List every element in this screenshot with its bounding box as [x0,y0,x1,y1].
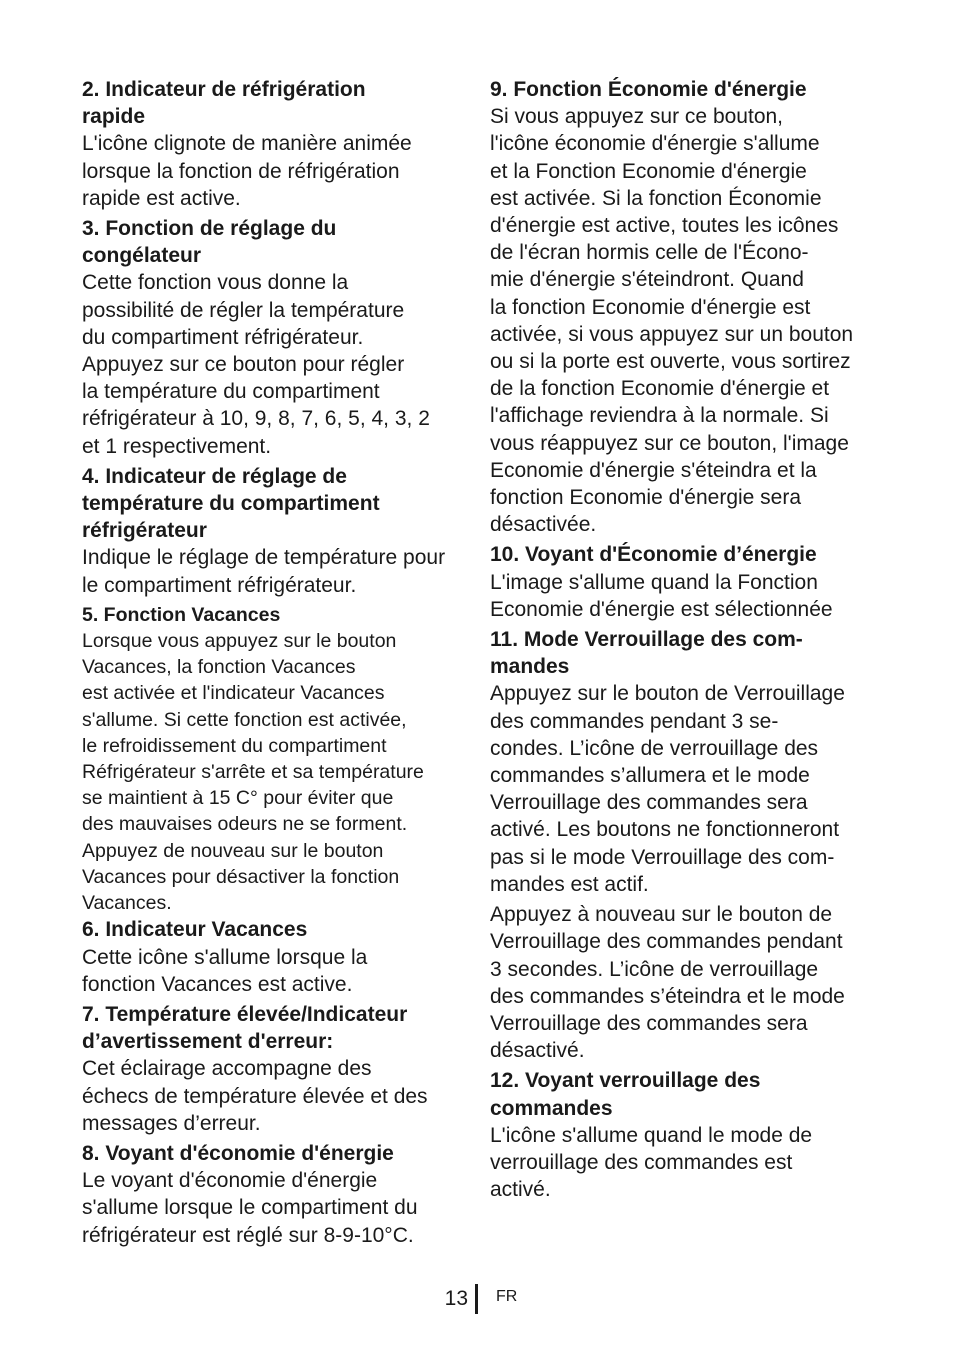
body-text: Vacances. [82,892,172,915]
body-text: l'icône économie d'énergie s'allume [490,132,820,156]
footer-divider [475,1284,478,1314]
section-heading: 5. Fonction Vacances [82,603,281,626]
section-heading: 3. Fonction de réglage du [82,217,337,241]
body-text: de la fonction Economie d'énergie et [490,377,830,401]
body-text: et 1 respectivement. [82,434,272,458]
body-text: Cette icône s'allume lorsque la [82,945,368,969]
section-quick-cooling-indicator [82,76,466,212]
body-text: rapide est active. [82,186,241,210]
body-text: désactivée. [490,513,597,537]
section-control-lock-mode [490,626,876,1064]
body-text: des mauvaises odeurs ne se forment. [82,813,408,836]
body-text: Appuyez sur le bouton de Verrouillage [490,682,845,706]
body-text: des commandes pendant 3 se- [490,709,779,733]
body-text: désactivé. [490,1039,585,1063]
body-text: la température du compartiment [82,380,380,404]
body-text: activé. Les boutons ne fonctionneront [490,818,840,842]
body-text: l'affichage reviendra à la normale. Si [490,404,829,428]
section-heading: 2. Indicateur de réfrigération [82,78,366,101]
body-text: Réfrigérateur s'arrête et sa température [82,761,424,784]
section-heading: congélateur [82,244,202,268]
body-text: Vacances pour désactiver la fonction [82,865,400,888]
body-text: du compartiment réfrigérateur. [82,325,364,349]
section-heading: mandes [490,655,570,679]
body-text: Verrouillage des commandes pendant [490,930,843,954]
body-text: le compartiment réfrigérateur. [82,573,357,597]
body-text: et la Fonction Economie d'énergie [490,159,807,183]
body-text: condes. L’icône de verrouillage des [490,736,819,760]
section-heading: 4. Indicateur de réglage de [82,464,347,488]
body-text: L'icône s'allume quand le mode de [490,1123,813,1147]
body-text: Economie d'énergie est sélectionnée [490,597,833,621]
section-heading: 9. Fonction Économie d'énergie [490,78,807,101]
section-fridge-temperature-indicator [82,463,466,599]
body-text: Appuyez de nouveau sur le bouton [82,839,384,862]
section-heading: température du compartiment [82,492,380,516]
body-text: Si vous appuyez sur ce bouton, [490,105,784,129]
page-footer [0,1282,954,1316]
section-high-temperature-error-indicator [82,1001,466,1137]
section-heading: 10. Voyant d'Économie d’énergie [490,543,817,567]
language-code: FR [496,1288,518,1305]
section-heading: 7. Température élevée/Indicateur [82,1002,408,1026]
body-text: Verrouillage des commandes sera [490,1011,808,1035]
body-text: s'allume. Si cette fonction est activée, [82,708,407,731]
section-vacation-indicator [82,916,466,998]
body-text: fonction Vacances est active. [82,972,353,996]
section-heading: rapide [82,105,146,129]
body-text: le refroidissement du compartiment [82,734,387,757]
body-text: Appuyez sur ce bouton pour régler [82,353,405,377]
body-text: fonction Economie d'énergie sera [490,486,802,510]
body-text: Lorsque vous appuyez sur le bouton [82,630,397,653]
section-heading: 12. Voyant verrouillage des [490,1069,761,1093]
right-column [490,76,876,1203]
body-text: mie d'énergie s'éteindront. Quand [490,268,804,292]
body-text: messages d’erreur. [82,1111,261,1135]
body-text: Cette fonction vous donne la [82,271,349,295]
section-heading: 8. Voyant d'économie d'énergie [82,1141,394,1165]
body-text: se maintient à 15 C° pour éviter que [82,787,394,810]
section-energy-saving-light [82,1140,466,1249]
body-text: Cet éclairage accompagne des [82,1057,372,1081]
body-text: Indique le réglage de température pour [82,546,446,570]
body-text: 3 secondes. L’icône de verrouillage [490,957,819,981]
section-freezer-setting-function [82,215,466,460]
body-text: est activée et l'indicateur Vacances [82,682,385,705]
body-text: lorsque la fonction de réfrigération [82,159,400,183]
section-energy-saving-function [490,76,876,538]
body-text: de l'écran hormis celle de l'Écono- [490,241,809,265]
section-vacation-function [82,602,466,916]
section-heading: 11. Mode Verrouillage des com- [490,628,803,652]
body-text: réfrigérateur est réglé sur 8-9-10°C. [82,1223,414,1247]
section-heading: d’avertissement d'erreur: [82,1030,334,1054]
body-text: possibilité de régler la température [82,298,405,322]
body-text: échecs de température élevée et des [82,1084,428,1108]
body-text: la fonction Economie d'énergie est [490,295,811,319]
section-heading: 6. Indicateur Vacances [82,918,308,942]
body-text: L'icône clignote de manière animée [82,132,412,156]
left-column [82,76,466,1249]
section-heading: commandes [490,1096,613,1120]
body-text: L'image s'allume quand la Fonction [490,570,818,594]
body-text: réfrigérateur à 10, 9, 8, 7, 6, 5, 4, 3, 2 [82,407,430,431]
body-text: activé. [490,1178,551,1202]
body-text: activée, si vous appuyez sur un bouton [490,322,854,346]
section-heading: réfrigérateur [82,519,207,543]
body-text: est activée. Si la fonction Économie [490,186,822,210]
body-text: verrouillage des commandes est [490,1150,793,1174]
body-text: Appuyez à nouveau sur le bouton de [490,903,833,927]
page-number: 13 [444,1287,468,1310]
body-text: Le voyant d'économie d'énergie [82,1169,378,1193]
body-text: des commandes s’éteindra et le mode [490,984,845,1008]
body-text: ou si la porte est ouverte, vous sortirez [490,350,851,374]
section-energy-saving-indicator [490,541,876,623]
body-text: d'énergie est active, toutes les icônes [490,214,839,238]
body-text: Verrouillage des commandes sera [490,791,808,815]
body-text: commandes s’allumera et le mode [490,764,810,788]
body-text: vous réappuyez sur ce bouton, l'image [490,431,849,455]
section-control-lock-indicator [490,1067,876,1203]
body-text: pas si le mode Verrouillage des com- [490,845,835,869]
body-text: Economie d'énergie s'éteindra et la [490,458,817,482]
body-text: mandes est actif. [490,872,649,896]
body-text: Vacances, la fonction Vacances [82,656,356,679]
body-text: s'allume lorsque le compartiment du [82,1196,418,1220]
